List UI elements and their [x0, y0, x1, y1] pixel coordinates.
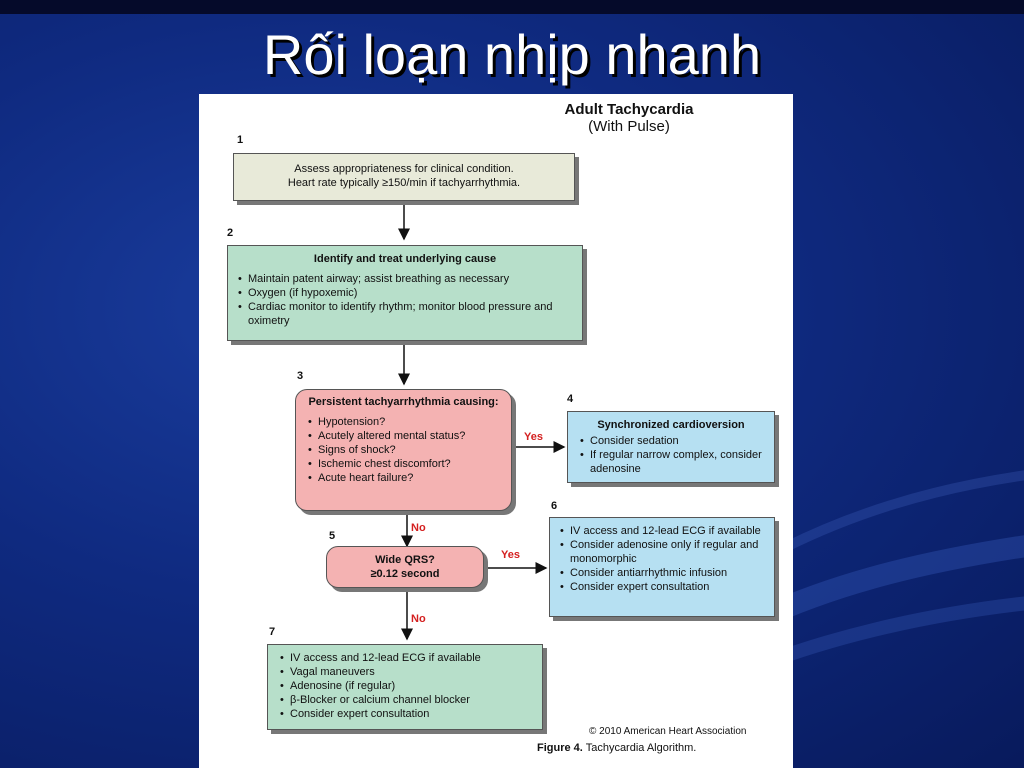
figure-caption — [537, 742, 696, 754]
step-7-number: 7 — [269, 626, 276, 638]
step-3-box — [295, 389, 512, 511]
list-item: • Vagal maneuvers — [290, 665, 532, 679]
list-item: • Acute heart failure? — [318, 471, 501, 485]
step-7-list — [278, 651, 532, 721]
step-4-number: 4 — [567, 393, 574, 405]
step-1-number: 1 — [237, 134, 244, 146]
figure-caption-text: Tachycardia Algorithm. — [585, 742, 697, 754]
step-1-box — [233, 153, 575, 201]
list-item: • Consider antiarrhythmic infusion — [570, 566, 766, 580]
list-item: • If regular narrow complex, consider adenosine — [590, 448, 764, 476]
step-5-box — [326, 546, 484, 588]
step-1-line-2: Heart rate typically ≥150/min if tachyarrhythmia. — [287, 177, 521, 189]
list-item: • Adenosine (if regular) — [290, 679, 532, 693]
list-item: • Ischemic chest discomfort? — [318, 457, 501, 471]
list-item: • Oxygen (if hypoxemic) — [248, 286, 574, 300]
step-3-number: 3 — [297, 370, 304, 382]
list-item: • Signs of shock? — [318, 443, 501, 457]
figure-subtitle: (With Pulse) — [588, 118, 670, 135]
list-item: • IV access and 12-lead ECG if available — [570, 524, 766, 538]
top-bar — [0, 0, 1024, 14]
step-6-number: 6 — [551, 500, 558, 512]
step-5-line-2: ≥0.12 second — [370, 568, 440, 580]
list-item: • Consider sedation — [590, 434, 764, 448]
step-4-list — [578, 434, 764, 476]
figure-title: Adult Tachycardia — [564, 101, 694, 118]
step-6-list — [558, 524, 766, 594]
list-item: • Cardiac monitor to identify rhythm; monitor blood pressure and oximetry — [248, 300, 574, 328]
figure-title-block — [529, 101, 729, 135]
yes-label-1: Yes — [524, 431, 543, 443]
step-4-box — [567, 411, 775, 483]
list-item: • β-Blocker or calcium channel blocker — [290, 693, 532, 707]
step-2-number: 2 — [227, 227, 234, 239]
step-2-list — [236, 272, 574, 328]
step-2-box — [227, 245, 583, 341]
list-item: • IV access and 12-lead ECG if available — [290, 651, 532, 665]
copyright-notice: © 2010 American Heart Association — [589, 726, 747, 737]
step-2-heading: Identify and treat underlying cause — [313, 253, 497, 265]
slide-title: Rối loạn nhịp nhanh — [262, 23, 762, 86]
flowchart-panel — [199, 94, 793, 768]
step-3-list — [306, 415, 501, 485]
list-item: • Consider expert consultation — [290, 707, 532, 721]
step-4-heading: Synchronized cardioversion — [597, 419, 745, 431]
step-6-box — [549, 517, 775, 617]
list-item: • Hypotension? — [318, 415, 501, 429]
list-item: • Consider adenosine only if regular and monomorphic — [570, 538, 766, 566]
list-item: • Maintain patent airway; assist breathing as necessary — [248, 272, 574, 286]
list-item: • Acutely altered mental status? — [318, 429, 501, 443]
step-7-box — [267, 644, 543, 730]
no-label-1: No — [411, 522, 426, 534]
step-1-line-1: Assess appropriateness for clinical condition. — [294, 163, 514, 175]
step-5-number: 5 — [329, 530, 336, 542]
step-5-line-1: Wide QRS? — [375, 554, 435, 566]
no-label-2: No — [411, 613, 426, 625]
step-3-heading: Persistent tachyarrhythmia causing: — [308, 396, 499, 408]
yes-label-2: Yes — [501, 549, 520, 561]
figure-caption-label: Figure 4. — [537, 742, 583, 754]
list-item: • Consider expert consultation — [570, 580, 766, 594]
